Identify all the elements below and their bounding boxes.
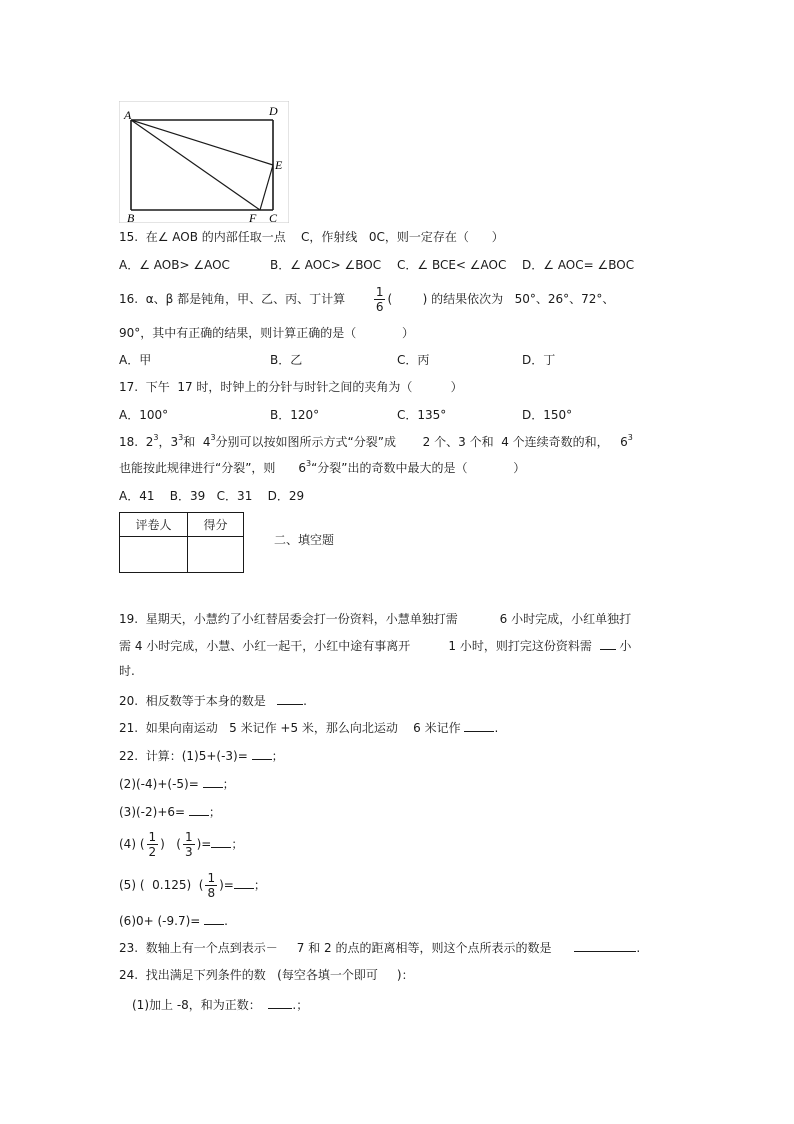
q24-sub1-end: .； [292,998,309,1012]
q22-blank-2 [203,775,223,788]
q18-line2-part1: 也能按此规律进行“分裂”，则 6 [119,461,306,475]
label-d: D [269,104,278,118]
q22-blank-3 [189,803,209,816]
question-18 [119,434,633,450]
q23-blank [574,939,636,952]
label-f: F [249,211,257,223]
question-21 [119,719,498,736]
q22-blank-4 [211,835,231,848]
q16-option-a: A．甲 [119,353,152,367]
q22-part5-frac-den: 8 [207,886,216,900]
q22-semi-5: ； [253,878,266,892]
q19-line2-unit: 小 [619,639,632,653]
q22-part4-frac1-num: 1 [148,830,157,844]
q22-semi-3: ； [208,805,221,819]
q24-sub1-blank [268,996,292,1009]
label-a: A [124,108,132,122]
q18-part2: ，3 [158,435,179,449]
label-e: E [275,158,283,172]
q18-exp3: 3 [210,433,216,442]
question-22-part6 [119,912,228,929]
q19-line2-text: 需 4 小时完成，小慧、小红一起干，小红中途有事离开 1 小时，则打完这份资料需 [119,639,592,653]
score-table-grader-cell [120,537,188,573]
rectangle-figure [119,101,289,223]
q17-option-b: B．120° [270,408,320,422]
q21-text: 21. 如果向南运动 5 米记作 +5 米，那么向北运动 6 米记作 [119,721,461,735]
q19-blank [600,637,616,650]
question-22-part2 [119,775,235,792]
score-table-score-header: 得分 [188,513,244,537]
q22-semi-4: ； [231,837,244,851]
question-24-sub1 [132,996,308,1013]
q22-part5-a: (5) ( 0.125) ( [119,878,204,892]
section-title: 二、填空题 [274,533,335,547]
q22-part4-frac1-den: 2 [148,845,157,859]
q22-part4-frac1 [147,830,159,859]
q16-option-b: B．乙 [270,353,303,367]
q18-line2-part2: “分裂”出的奇数中最大的是（ ） [311,461,526,475]
q15-option-c: C．∠ BCE< ∠AOC [397,258,507,272]
label-b: B [127,211,135,223]
q16-text-before: 16. α、β 都是钝角，甲、乙、丙、丁计算 [119,292,346,306]
score-table-score-cell [188,537,244,573]
question-16 [119,285,614,314]
score-table-grader-header: 评卷人 [120,513,188,537]
q20-blank [277,692,303,705]
q15-option-d: D．∠ AOC= ∠BOC [522,258,635,272]
q16-frac-num: 1 [375,285,384,299]
q22-part4-c: )= [196,837,212,851]
q23-end: . [636,941,641,955]
question-20 [119,692,307,709]
q18-exp1: 3 [153,433,159,442]
question-19-line1: 19. 星期天，小慧约了小红替居委会打一份资料，小慧单独打需 6 小时完成，小红单独打 [119,612,632,626]
question-19-line2 [119,637,631,654]
q22-intro: 22. 计算：(1)5+(-3)= [119,749,248,763]
q16-option-c: C．丙 [397,353,430,367]
score-table [119,512,244,573]
q24-sub1-text: (1)加上 -8，和为正数： [132,998,261,1012]
question-15: 15. 在∠ AOB 的内部任取一点 C，作射线 0C，则一定存在（ ） [119,230,504,244]
q22-part4-b: ) ( [160,837,181,851]
question-24: 24. 找出满足下列条件的数 (每空各填一个即可 )： [119,968,414,982]
q22-semi-1: ； [271,749,284,763]
q22-blank-6 [204,912,224,925]
question-18-line2 [119,460,525,476]
q17-option-a: A．100° [119,408,169,422]
q21-blank [464,719,494,732]
question-22 [119,747,284,764]
question-22-part5 [119,870,266,900]
q15-option-a: A．∠ AOB> ∠AOC [119,258,230,272]
q16-fraction [374,285,386,314]
q18-part4: 分别可以按如图所示方式“分裂”成 2 个、3 个和 4 个连续奇数的和， 6 [215,435,628,449]
q22-blank-1 [252,747,272,760]
q18-exp5: 3 [305,459,312,468]
q22-part4-frac2-num: 1 [184,830,193,844]
q15-option-b: B．∠ AOC> ∠BOC [270,258,382,272]
q22-semi-2: ； [222,777,235,791]
q18-part1: 18. 2 [119,435,154,449]
question-16-line2: 90°，其中有正确的结果，则计算正确的是（ ） [119,326,415,340]
q22-blank-5 [234,876,254,889]
q18-exp2: 3 [178,433,184,442]
q18-exp4: 3 [627,433,633,442]
q18-part3: 和 4 [183,435,211,449]
q22-part4-frac2 [183,830,195,859]
q20-text: 20. 相反数等于本身的数是 [119,694,266,708]
q22-part5-b: )= [219,878,234,892]
q17-option-c: C．135° [397,408,447,422]
q22-part4-frac2-den: 3 [184,845,193,859]
question-19-line3: 时. [119,664,135,678]
q21-end: . [494,721,499,735]
q22-part5-frac [205,871,217,900]
q17-option-d: D．150° [522,408,573,422]
question-22-part3 [119,803,221,820]
question-17: 17. 下午 17 时，时钟上的分针与时针之间的夹角为（ ） [119,380,463,394]
q22-part3-text: (3)(-2)+6= [119,805,186,819]
q18-options: A．41 B．39 C．31 D．29 [119,489,305,503]
label-c: C [269,211,278,223]
q16-frac-den: 6 [375,300,384,314]
q23-text: 23. 数轴上有一个点到表示－ 7 和 2 的点的距离相等，则这个点所表示的数是 [119,941,552,955]
q20-end: . [303,694,307,708]
q16-text-after: ( ) 的结果依次为 50°、26°、72°、 [387,292,615,306]
q22-part5-frac-num: 1 [207,871,216,885]
q22-part4-a: (4) ( [119,837,145,851]
q16-option-d: D．丁 [522,353,556,367]
q22-end: . [224,914,228,928]
q22-part6-text: (6)0+ (-9.7)= [119,914,201,928]
question-22-part4 [119,829,243,859]
q22-part2-text: (2)(-4)+(-5)= [119,777,199,791]
question-23 [119,939,640,956]
